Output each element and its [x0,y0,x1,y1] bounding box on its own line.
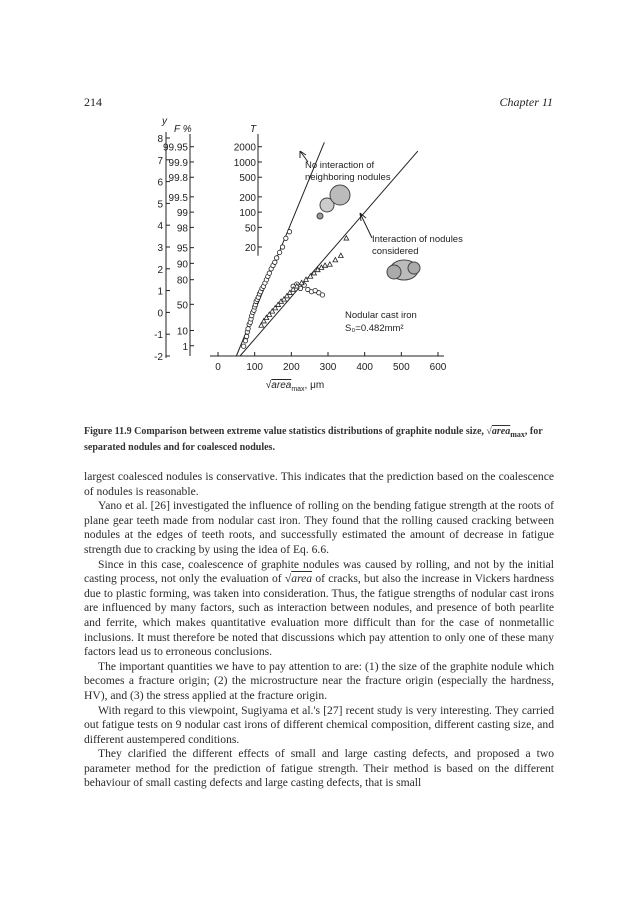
annotation-material: Nodular cast iron [345,310,417,321]
data-point-triangle [333,257,338,261]
coalesced-nodule-sketch [387,265,401,279]
data-point-circle [280,245,284,249]
x-tick-label: 200 [282,362,300,373]
y-tick-label: 8 [157,134,163,145]
y-tick-label: 5 [157,199,163,211]
data-point-triangle [327,262,332,266]
chapter-header: Chapter 11 [499,95,553,109]
body-text [84,470,554,791]
data-point-triangle [259,323,264,327]
data-point-circle [274,256,278,260]
caption-text-2: , for separated nodules and for coalesced nodules. [84,426,543,453]
t-tick-label: 100 [239,208,256,220]
caption-sub: max [510,430,525,439]
f-tick-label: 80 [176,275,188,287]
data-point-circle [241,344,245,348]
t-tick-label: 2000 [233,142,256,154]
data-point-circle [284,236,288,240]
y-tick-label: 7 [157,155,163,167]
f-tick-label: 95 [176,243,188,255]
x-tick-label: 0 [215,362,221,373]
t-tick-label: 50 [244,223,256,235]
paragraph-1: largest coalesced nodules is conservative. This indicates that the prediction based on the coalescence of nodules is reasonable. [84,470,554,498]
f-tick-label: 99.5 [168,192,188,204]
y-tick-label: 1 [157,286,163,298]
paragraph-3-part-1: Since in this case, coalescence of graphite nodules was caused by rolling, and not by the initial casting process, not only the evaluation of [84,557,554,586]
f-tick-label: 90 [176,259,188,271]
f-tick-label: 50 [176,300,188,312]
annotation-separated: neighboring nodules [305,172,391,183]
x-tick-label: 500 [392,362,410,373]
paragraph-3: Since in this case, coalescence of graphite nodules was caused by rolling, and not by the initial casting process, not only the evaluation of √area of cracks, but also the increase in Vickers hardness due to plastic forming, was taken into consideration. Thus, the fatigue strengths of nodular cast irons are influenced by many factors, such as interaction between nodules, and presence of both pearlite and ferrite, which makes quantitative evaluation more difficult than for the case of nonmetallic inclusions. It must therefore be noted that discussions which pay attention to only one of these many factors lead us to erroneous conclusions. [84,557,554,659]
data-point-triangle [344,236,349,240]
annotation-arrow-2 [360,213,372,238]
figure-label: Figure 11.9 [84,426,132,437]
nodule-sketch [317,213,323,219]
annotation-separated: No interaction of [305,160,375,171]
y-tick-label: 3 [157,243,163,254]
data-point-circle [273,260,277,264]
y-tick-label: 2 [157,264,163,276]
data-point-circle [246,327,250,331]
y-tick-label: -2 [154,352,163,363]
x-tick-label: 600 [429,362,447,373]
x-axis-label: √area$_{max}$, μm [265,380,325,393]
data-point-circle [244,334,248,338]
paragraph-3-part-2: of cracks, but also the increase in Vickers hardness due to plastic forming, was taken into consideration. Thus, the fatigue strengths of nodular cast irons are influenced by many factors, such as interaction between nodules, and presence of both pearlite and ferrite, which makes quantitative evaluation more difficult than for the case of nonmetallic inclusions. It must therefore be noted that discussions which pay attention to only one of these many factors lead us to erroneous conclusions. [84,572,554,659]
f-tick-label: 98 [176,223,188,235]
paragraph-6: They clarified the different effects of small and large casting defects, and proposed a two parameter method for the prediction of fatigue strength. Their method is based on the different behaviour of small casting defects and large casting defects, that is small [84,747,554,790]
t-axis-label: T [250,124,257,135]
data-point-circle [320,293,324,297]
y-axis-label: y [162,116,167,127]
f-tick-label: 99 [176,208,188,220]
extreme-value-chart [140,110,480,410]
annotation-coalesced: considered [372,246,419,257]
t-tick-label: 200 [239,192,256,204]
data-point-triangle [323,263,328,267]
t-tick-label: 500 [239,173,256,185]
f-tick-label: 1 [182,341,188,353]
data-point-circle [243,339,247,343]
data-point-circle [277,250,281,254]
coalesced-nodule-sketch [408,262,420,274]
y-tick-label: 6 [157,177,163,189]
caption-sqrt: area [491,426,511,437]
f-tick-label: 10 [176,326,188,338]
x-tick-label: 100 [246,362,264,373]
figure-caption: Figure 11.9 Comparison between extreme value statistics distributions of graphite nodule size, √area$_{max}$, for separated nodules and for coalesced nodules. [84,426,543,453]
annotation-material: S₀=0.482mm² [345,323,404,334]
x-tick-label: 400 [356,362,374,373]
y-tick-label: 0 [157,308,163,320]
page-number: 214 [84,95,102,109]
f-tick-label: 99.8 [168,173,188,185]
data-point-circle [287,230,291,234]
caption-text-1: Comparison between extreme value statistics distributions of graphite nodule size, [134,426,484,437]
x-tick-label: 300 [319,362,337,373]
paragraph-2: Yano et al. [26] investigated the influence of rolling on the bending fatigue strength at the roots of plane gear teeth made from nodular cast iron. They found that the rolling caused cracking between nodules at the edges of teeth roots, and successfully estimated the amount of decrease in fatigue strength due to cracking by using the idea of Eq. 6.6. [84,499,554,556]
f-tick-label: 99.95 [162,142,188,154]
t-tick-label: 1000 [233,157,256,169]
data-point-circle [267,271,271,275]
data-point-triangle [338,253,343,257]
paragraph-5: With regard to this viewpoint, Sugiyama et al.'s [27] recent study is very interesting. They carried out fatigue tests on 9 nodular cast irons of different chemical composition, different casting size, and different austempered conditions. [84,703,554,746]
annotation-coalesced: Interaction of nodules [372,234,463,245]
annotation-arrow-1 [300,151,308,162]
f-axis-label: F % [174,124,192,135]
paragraph-4: The important quantities we have to pay attention to are: (1) the size of the graphite nodule which becomes a fracture origin; (2) the microstructure near the fracture origin (especially the hardness, HV), and (3) the stress applied at the fracture origin. [84,659,554,702]
nodule-sketch [330,185,350,205]
y-tick-label: 4 [157,221,163,233]
paragraph-3-sqrt: area [291,572,313,586]
t-tick-label: 20 [244,243,256,254]
f-tick-label: 99.9 [168,157,188,169]
y-tick-label: -1 [154,330,163,342]
